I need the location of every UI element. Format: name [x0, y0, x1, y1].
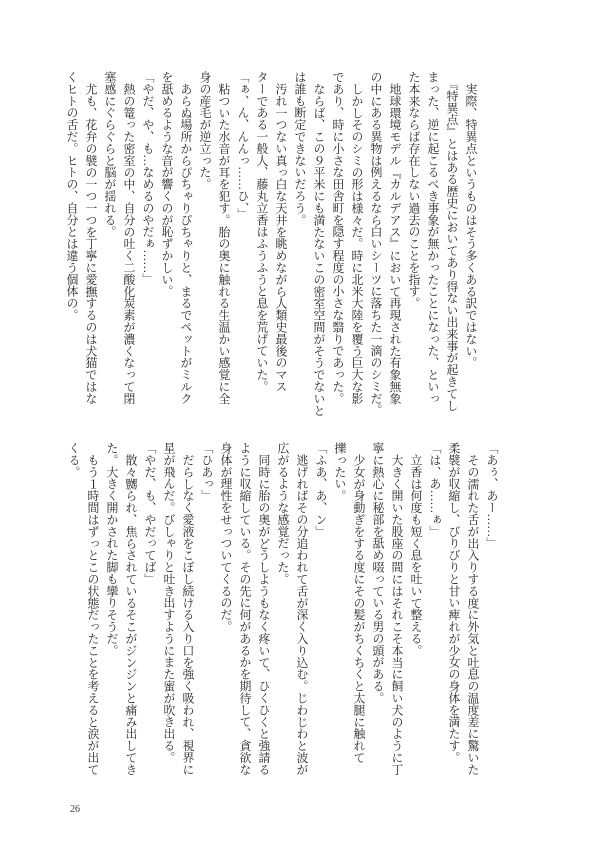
text-line: 粘ついた水音が耳を犯す。胎の奥に触れる生温かい感覚に全	[217, 82, 231, 405]
text-line: ターである一般人、藤丸立香はふうふうと息を荒げていた。	[255, 71, 269, 393]
text-line: 星が飛んだ。びしゃりと吐き出すようにまた蜜が吹き出る。	[162, 442, 176, 764]
page-number: 26	[70, 804, 80, 815]
text-line: その濡れた舌が出入りする度に外気と吐息の温度差に驚いた	[466, 453, 480, 776]
text-line: であり、時に小さな田舎町を隠す程度の小さな翳りであった。	[331, 71, 345, 405]
text-line: は誰も断定できないだろう。	[293, 71, 307, 226]
text-line: 柔襞が収縮し、びりびりと甘い痺れが少女の身体を満たす。	[447, 442, 461, 764]
text-line: しかしそのシミの形は様々だ。時に北米大陸を覆う巨大な影	[350, 82, 364, 405]
text-line: 大きく開いた股座の間にはそれこそ本当に飼い犬のように丁	[390, 453, 404, 776]
text-line: だらしなく愛液をこぼし続ける入り口を強く吸われ、視界に	[181, 453, 195, 776]
text-line: 逃げればその分追われて舌が深く入り込む。じわじわと波が	[295, 453, 309, 776]
text-line: 「やだ、も、やだってば」	[143, 442, 157, 585]
text-line: 散々嬲られ、焦らされているそこがジンジンと痛み出してき	[124, 453, 138, 776]
text-line: ならば、この９平米にも満たないこの密室空間がそうでないと	[312, 82, 326, 417]
text-line: 寧に熱心に秘部を舐め啜っている男の頭がある。	[371, 442, 385, 704]
text-line: 「あぅ、あー……」	[485, 442, 499, 550]
text-line: 実際、特異点というものはそう多くある訳ではない。	[464, 82, 478, 369]
text-line: 『特異点』とはある歴史においてあり得ない出来事が起きてし	[445, 77, 459, 411]
text-line: の中にある異物は例えるなら白いシーツに落ちた一滴のシミだ。	[369, 71, 383, 417]
text-block-bottom	[64, 442, 501, 775]
text-line: 汚れ一つない真っ白な天井を眺めながら人類史最後のマス	[274, 82, 288, 393]
text-line: 少女が身動ぎをする度にその髪がちくちくと太腿に触れて	[352, 453, 366, 764]
text-line: まった、逆に起こるべき事象が無かったことになった、といっ	[426, 71, 440, 405]
text-line: くる。	[67, 442, 81, 478]
text-line: 「ひあっ」	[200, 442, 214, 502]
text-line: 身の産毛が逆立った。	[198, 71, 212, 190]
text-line: ように収縮している。その先に何があるかを期待して、貪欲な	[238, 442, 252, 776]
text-line: 「やだ、や、も…なめるのやだぁ……」	[141, 71, 155, 286]
text-line: 「ふあ、あ、ン」	[314, 442, 328, 538]
text-line: 立香は何度も短く息を吐いて整える。	[409, 453, 423, 657]
text-line: 広がるような感覚だった。	[276, 442, 290, 585]
text-line: あらぬ場所からぴちゃりぴちゃりと、まるでペットがミルク	[179, 82, 193, 405]
text-line: を舐めるような音が響くのが恥ずかしい。	[160, 71, 174, 298]
text-line: た本来ならば存在しない過去のことを指す。	[407, 71, 421, 309]
text-line: くヒトの舌だ。ヒトの、自分とは違う個体の。	[65, 71, 79, 321]
text-line: た。大きく開かされた脚も攣りそうだ。	[105, 442, 119, 657]
text-line: 地球環境モデル『カルデアス』において再現された有象無象	[388, 82, 402, 405]
text-line: 「は、あ……ぁ」	[428, 442, 442, 538]
text-line: 塞感にぐらぐらと脳が揺れる。	[103, 71, 117, 238]
text-line: 熱の篭った密室の中、自分の吐く二酸化炭素が濃くなって閉	[122, 82, 136, 405]
text-line: 「ぁ、ん、んんっ……ひ、」	[236, 71, 250, 220]
text-block-top	[62, 71, 480, 416]
text-line: 尤も、花弁の襞の一つ一つを丁寧に愛撫するのは犬猫ではな	[84, 82, 98, 405]
text-line: もう１時間はずっとこの状態だったことを考えると涙が出て	[86, 453, 100, 776]
text-line: 擽ったい。	[333, 442, 347, 502]
text-line: 同時に胎の奥がどうしようもなく疼いて、ひくひくと強請る	[257, 453, 271, 776]
text-line: 身体が理性をせっついてくるのだ。	[219, 442, 233, 633]
